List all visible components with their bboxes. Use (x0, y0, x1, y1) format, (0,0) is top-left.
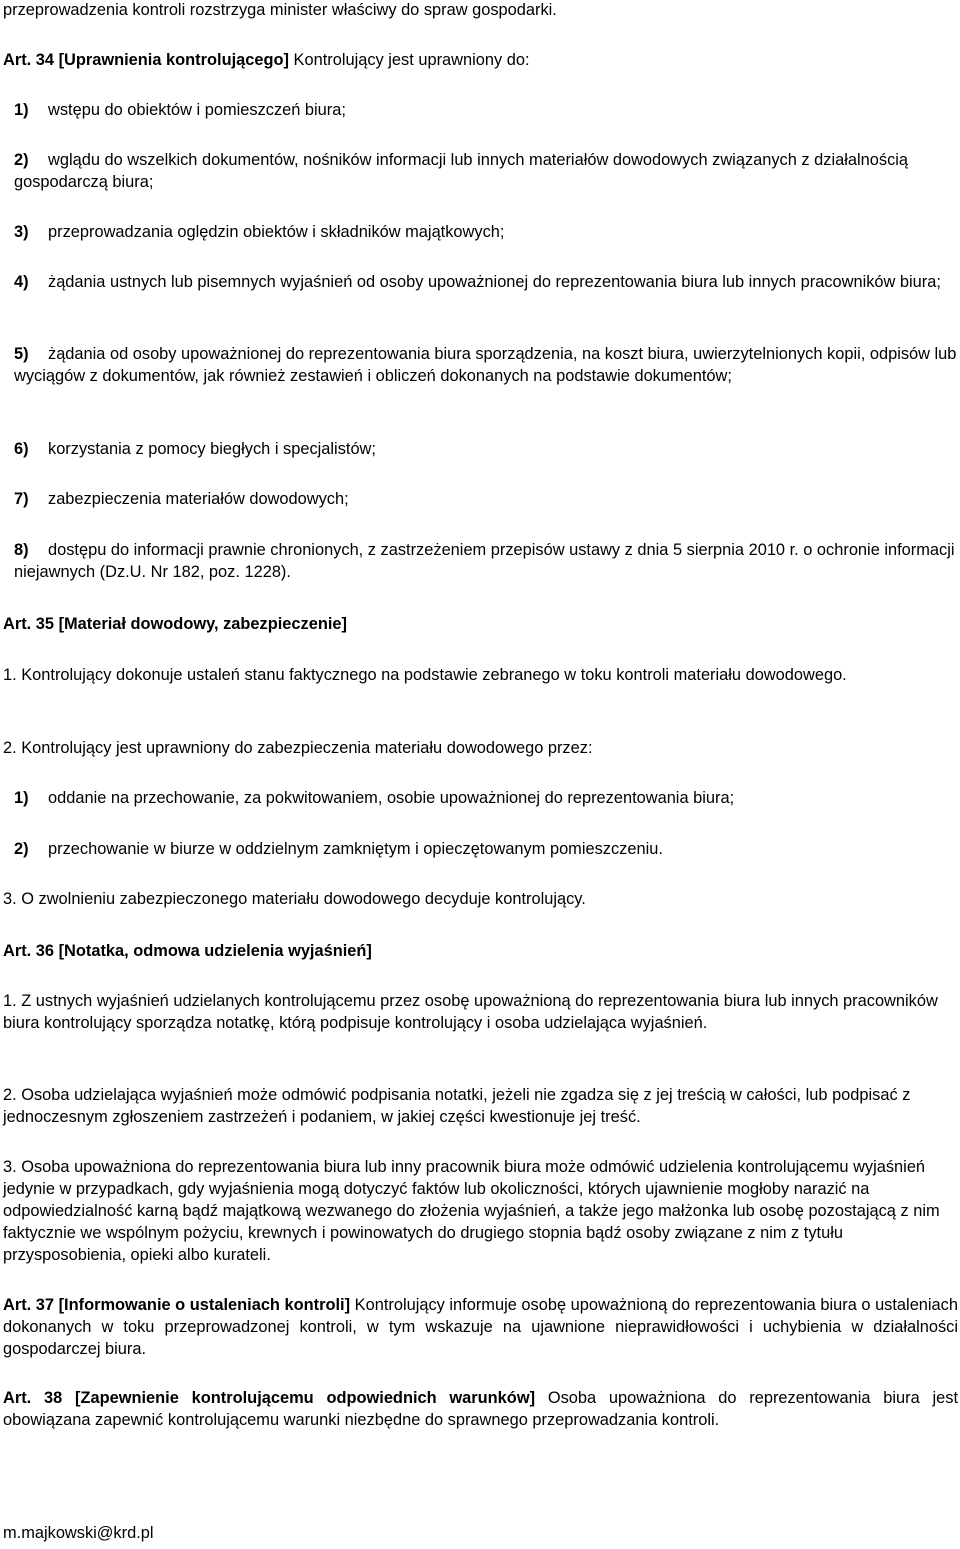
art35-paragraph-3: 3. O zwolnieniu zabezpieczonego materiału dowodowego decyduje kontrolujący. (3, 890, 586, 908)
item-text: zabezpieczenia materiałów dowodowych; (48, 490, 349, 508)
item-text: przeprowadzania oględzin obiektów i składników majątkowych; (48, 223, 505, 241)
item-text: żądania ustnych lub pisemnych wyjaśnień od osoby upoważnionej do reprezentowania biura lub innych pracowników biura; (48, 273, 941, 291)
item-text: dostępu do informacji prawnie chronionych, z zastrzeżeniem przepisów ustawy z dnia 5 sierpnia 2010 r. o ochronie informacji niejawnych (Dz.U. Nr 182, poz. 1228). (14, 541, 955, 581)
item-number: 7) (14, 490, 29, 508)
item-number: 8) (14, 541, 29, 559)
item-text: wglądu do wszelkich dokumentów, nośników informacji lub innych materiałów dowodowych związanych z działalnością gospodarczą biura; (14, 151, 909, 191)
art34-item-1 (14, 99, 958, 121)
art36-paragraph-3: 3. Osoba upoważniona do reprezentowania biura lub inny pracownik biura może odmówić udzielenia kontrolującemu wyjaśnień jedynie w przypadkach, gdy wyjaśnienia mogą dotyczyć faktów lub okoliczności, których ujawnienie mogłoby narazić na odpowiedzialność karną bądź majątkową wezwanego do złożenia wyjaśnień, a także jego małżonka lub osobę pozostającą z nim faktycznie we wspólnym pożyciu, krewnych i powinowatych do drugiego stopnia bądź osoby związane z nim z tytułu przysposobienia, opieki albo kurateli. (3, 1158, 940, 1264)
art37-body: Kontrolujący informuje osobę upoważnioną do reprezentowania biura o ustaleniach dokonanych w toku przeprowadzonej kontroli, w tym wskazuje na ujawnione nieprawidłowości i uchybienia w działalności gospodarczej biura. (3, 1296, 958, 1358)
art35-heading: Art. 35 [Materiał dowodowy, zabezpieczenie] (3, 615, 347, 633)
art36-paragraph-1: 1. Z ustnych wyjaśnień udzielanych kontrolującemu przez osobę upoważnioną do reprezentowania biura lub innych pracowników biura kontrolujący sporządza notatkę, którą podpisuje kontrolujący i osoba udzielająca wyjaśnień. (3, 992, 938, 1032)
art34-item-7 (14, 488, 958, 510)
art38-paragraph (3, 1387, 958, 1431)
art37-paragraph (3, 1294, 958, 1360)
art34-paragraph (3, 49, 958, 71)
footer-email: m.majkowski@krd.pl (3, 1524, 154, 1542)
art34-item-6 (14, 438, 958, 460)
art36-heading: Art. 36 [Notatka, odmowa udzielenia wyjaśnień] (3, 942, 372, 960)
art38-body: Osoba upoważniona do reprezentowania biura jest obowiązana zapewnić kontrolującemu warunki niezbędne do sprawnego przeprowadzania kontroli. (3, 1389, 958, 1429)
item-number: 5) (14, 345, 29, 363)
art34-item-4 (14, 271, 958, 293)
item-number: 1) (14, 101, 29, 119)
item-number: 1) (14, 789, 29, 807)
art34-heading: Art. 34 [Uprawnienia kontrolującego] (3, 51, 289, 69)
art35-item-2 (14, 838, 958, 860)
art34-body: Kontrolujący jest uprawniony do: (288, 51, 530, 69)
art38-heading: Art. 38 [Zapewnienie kontrolującemu odpowiednich warunków] (3, 1389, 536, 1407)
item-number: 3) (14, 223, 29, 241)
item-number: 4) (14, 273, 29, 291)
item-text: żądania od osoby upoważnionej do reprezentowania biura sporządzenia, na koszt biura, uwierzytelnionych kopii, odpisów lub wyciągów z dokumentów, jak również zestawień i obliczeń dokonanych na podstawie dokumentów; (14, 345, 957, 385)
item-text: przechowanie w biurze w oddzielnym zamkniętym i opieczętowanym pomieszczeniu. (48, 840, 663, 858)
intro-tail: przeprowadzenia kontroli rozstrzyga minister właściwy do spraw gospodarki. (3, 1, 557, 19)
art34-item-3 (14, 221, 958, 243)
art34-item-2 (14, 149, 958, 193)
item-number: 2) (14, 151, 29, 169)
art35-paragraph-1: 1. Kontrolujący dokonuje ustaleń stanu faktycznego na podstawie zebranego w toku kontroli materiału dowodowego. (3, 666, 847, 684)
art34-item-8 (14, 539, 958, 583)
item-number: 2) (14, 840, 29, 858)
item-number: 6) (14, 440, 29, 458)
art37-heading: Art. 37 [Informowanie o ustaleniach kontroli] (3, 1296, 351, 1314)
item-text: korzystania z pomocy biegłych i specjalistów; (48, 440, 376, 458)
art35-item-1 (14, 787, 958, 809)
art36-paragraph-2: 2. Osoba udzielająca wyjaśnień może odmówić podpisania notatki, jeżeli nie zgadza się z jej treścią w całości, lub podpisać z jednoczesnym zgłoszeniem zastrzeżeń i podaniem, w jakiej części kwestionuje jej treść. (3, 1086, 911, 1126)
item-text: oddanie na przechowanie, za pokwitowaniem, osobie upoważnionej do reprezentowania biura; (48, 789, 735, 807)
art34-item-5 (14, 343, 958, 387)
art35-paragraph-2: 2. Kontrolujący jest uprawniony do zabezpieczenia materiału dowodowego przez: (3, 739, 593, 757)
item-text: wstępu do obiektów i pomieszczeń biura; (48, 101, 346, 119)
